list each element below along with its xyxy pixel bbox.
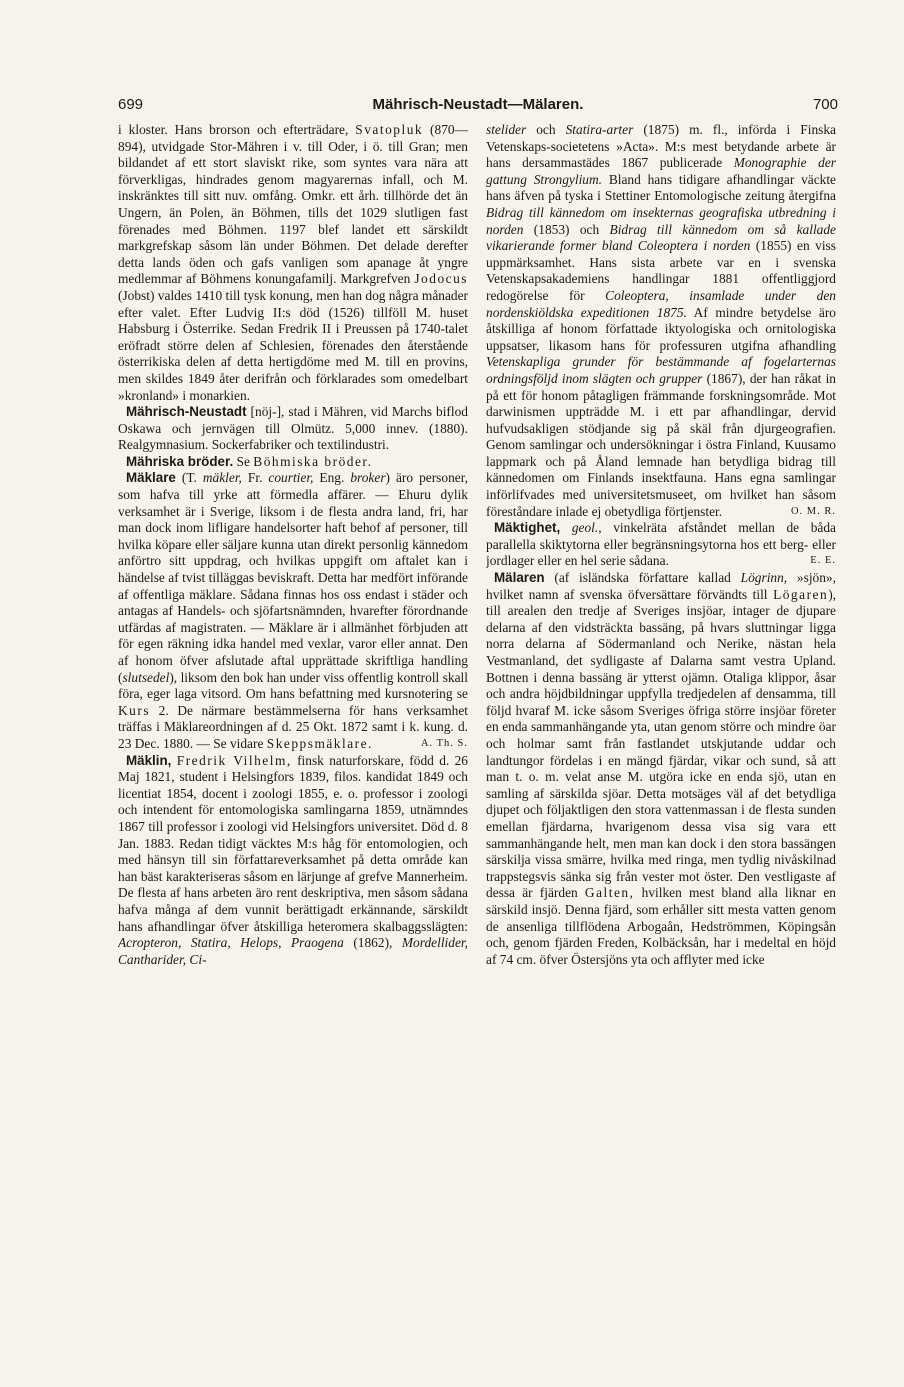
entry-maeklin-continuation: stelider och Statira-arter (1875) m. fl., införda i Finska Vetenskaps-societetens »Acta». M:s mest betydande arbete är hans dersammastädes 1867 publicerade Monographie der gattung Strongylium. Bland hans tidigare afhandlingar väckte hans äfven på tyska i Stettiner Entomologische zeitung återgifna Bidrag till kännedom om insekternas geografiska utbredning i norden (1853) och Bidrag till kännedom om så kallade vikarierande former bland Coleoptera i norden (1855) en viss uppmärksamhet. Hans sista arbete var en i svenska Vetenskapsakademiens handlingar 1881 offentliggjord redogörelse för Coleoptera, insamlade under den nordenskiöldska expeditionen 1875. Af mindre betydelse äro åtskilliga af honom författade iktyologiska och ornitologiska uppsatser, likasom hans för professuren utgifna afhandling Vetenskapliga grunder för bestämmande af fogelarternas ordningsföljd inom slägten och grupper (1867), der han råkat in på ett för honom påtagligen främmande forskningsområde. Mot darwinismen uppträdde M. i ett par afhandlingar, dervid hufvudsakligen stödjande sig på skäl från djurgeografien. Genom samlingar och undersökningar i östra Finland, Kuusamo lappmark och på Åland lemnade han betydliga bidrag till kännedomen om Finlands insektfauna. Hans egna samlingar införlifvades med universitetsmuseet, om hvilket han såsom föreståndare inlade ej obetydliga förtjenster. O. M. R. xyxy=(486,122,836,519)
page-number-right: 700 xyxy=(812,96,838,113)
headword: Mäklin, xyxy=(126,752,172,768)
entry-maehren-continuation: i kloster. Hans brorson och efterträdare, Svatopluk (870—894), utvidgade Stor-Mähren i v. till Oder, i ö. till Gran; men bildandet af ett stort slaviskt rike, som syntes vara nära att förverkligas, hindrades genom magyarernas infall, och M. inskränktes till sitt nuv. omfång. Omkr. ett årh. tillhörde det än Ungern, än Polen, än Böhmen, tills det 1029 slutligen fast förenades med Böhmen. 1197 blef landet ett särskildt markgrefskap såsom län under Böhmen. Det delade derefter detta lands öden och gafs vanligen som apanage åt yngre medlemmar af Böhmens konungafamilj. Markgrefven Jodocus (Jobst) valdes 1410 till tysk konung, men han dog några månader efter valet. Efter Ludvig II:s död (1526) tillföll M. huset Habsburg i Österrike. Sedan Fredrik II i Preussen på 1740-talet eröfradt större delen af Schlesien, förenades den återstående österrikiska delen af detta hertigdöme med M. till en provins, men skildes 1849 åter derifrån och förklarades som omedelbart »kronland» i monarkien. xyxy=(118,122,468,403)
author-signature: A. Th. S. xyxy=(420,737,468,749)
headword: Mährisch-Neustadt xyxy=(126,404,247,420)
page-number-left: 699 xyxy=(118,96,144,113)
headword: Mäklare xyxy=(126,470,176,486)
entry-maehrisch-neustadt: Mährisch-Neustadt [nöj-], stad i Mähren, vid Marchs biflod Oskawa och jernvägen till Olmütz. 5,000 innev. (1880). Realgymnasium. Sockerfabriker och textilindustri. xyxy=(118,404,468,453)
author-signature: O. M. R. xyxy=(790,505,836,517)
entry-maeklin: Mäklin, Fredrik Vilhelm, finsk naturforskare, född d. 26 Maj 1821, student i Helsingfors 1839, filos. kandidat 1849 och licentiat 1854, docent i zoologi 1855, e. o. professor i zoologi och intendent för entomologiska samlingarna 1859, utnämndes 1867 till professor i zoologi vid Helsingfors universitet. Död d. 8 Jan. 1883. Redan tidigt väcktes M:s håg för entomologien, och med hänsyn till sin författareverksamhet på detta område kan han bäst karakteriseras såsom en lärjunge af grefve Mannerheim. De flesta af hans arbeten äro rent deskriptiva, men såsom sådana hafva många af dem vunnit berättigadt erkännande, särskildt hans afhandlingar öfver åtskilliga heteromera skalbaggsslägten: Acropteron, Statira, Helops, Praogena (1862), Mordellider, Cantharider, Ci- xyxy=(118,752,468,967)
right-column xyxy=(486,122,836,1352)
cross-reference: Kurs xyxy=(118,702,151,718)
entry-maehriska-broeder: Mähriska bröder. Se Böhmiska bröder. xyxy=(126,453,373,469)
cross-reference: Böhmiska bröder. xyxy=(253,453,373,469)
running-title: Mährisch-Neustadt—Mälaren. xyxy=(372,96,584,113)
entry-maeklare: Mäklare (T. mäkler, Fr. courtier, Eng. broker) äro personer, som hafva till yrke att förmedla affärer. — Ehuru dylik verksamhet är i Sverige, liksom i de flesta andra land, fri, har man dock inom lifligare handelsorter haft behof af personer, till hvilka köpare eller säljare kunna utan direkt personlig kännedom anförtro sitt uppdrag, och hvilkas uppgift om aftalet kan i händelse af tvist tilläggas beviskraft. Detta har medfört införande af offentliga mäklare. Sådana finnas hos oss endast i städer och antagas af Handels- och sjöfartsnämnden, hvarefter förordnande utfärdas af magistraten. — Mäklare är i allmänhet förbjuden att för egen räkning idka handel med vexlar, varor eller annat. Den af honom öfver afslutade aftal upprättade skriftliga handling (slutsedel), liksom den bok han under viss offentlig kontroll skall föra, eger laga vitsord. Om hans befattning med kursnotering se Kurs 2. De närmare bestämmelserna för hans verksamhet träffas i Mäklareordningen af d. 25 Okt. 1872 samt i k. kung. d. 23 Dec. 1880. — Se vidare Skeppsmäklare. A. Th. S. xyxy=(118,470,468,751)
entry-maelaren: Mälaren (af isländska författare kallad Lögrinn, »sjön», hvilket namn af svenska öfversättare förvändts till Lögaren), till arealen den tredje af Sveriges insjöar, intager de djupare delarna af den vidsträckta bassäng, på hvars sluttningar ligga norra delarna af Södermanland och Nerike, nästan hela Vestmanland, det sydligaste af Dalarna samt vestra Upland. Bottnen i denna bassäng är ytterst ojämn. Otaliga klippor, åsar och andra höjdbildningar uppfylla tredjedelen af densamma, till följd hvaraf M. icke såsom Sveriges öfriga större insjöar företer en enda sammanhängande yta, utan genom större och mindre öar och holmar samt från fastlandet utskjutande uddar och landtungor fördelas i en mängd fjärdar, vikar och sund, så att man t. o. m. velat anse M. utgöra icke en enda sjö, utan en samling af särskilda sjöar. Detta motsäges väl af det betydliga djupet och följaktligen den stora vattenmassan i de flesta sunden emellan fjärdarna, hvarigenom dessa visa sig vara ett sammanhängande helt, men man kan dock i den stora bassängen särskilja vissa smärre, hvilka med ringa, men tydlig nivåskilnad trappstegsvis sänka sig från vester mot öster. Den vestligaste af dessa är fjärden Galten, hvilken mest bland alla liknar en särskild insjö. Denna fjärd, som erhåller sitt mesta vatten genom de ansenliga tillflödena Arbogaån, Hedströmmen, Köpingsån och, genom fjärden Freden, Kolbäcksån, har i medeltal en höjd af 74 cm. öfver Östersjöns yta och afflyter med icke xyxy=(486,570,836,967)
headword: Mäktighet, xyxy=(494,520,561,536)
author-signature: E. E. xyxy=(810,555,836,567)
headword: Mälaren xyxy=(494,570,545,586)
cross-reference: Skeppsmäklare. xyxy=(266,735,373,751)
headword: Mähriska bröder. xyxy=(126,453,234,469)
page-header xyxy=(118,96,838,120)
left-column xyxy=(118,122,468,1352)
entry-maektighet: Mäktighet, geol., vinkelräta afståndet mellan de båda parallella skiktytorna eller begränsningsytorna hos ett berg- eller jordlager eller en hel serie sådana. E. E. xyxy=(486,520,836,569)
